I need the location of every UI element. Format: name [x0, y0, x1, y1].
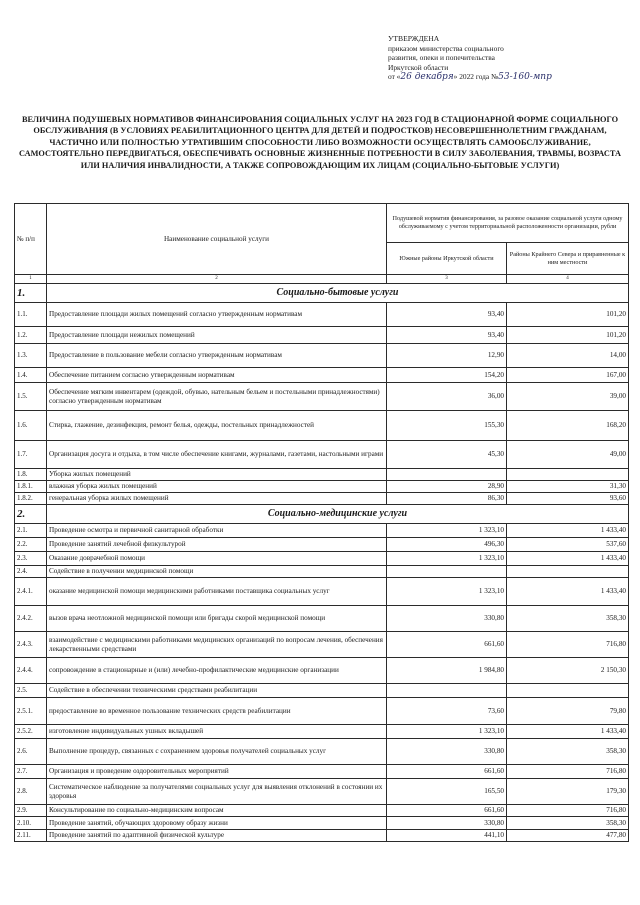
service-name: Оказание доврачебной помощи — [47, 552, 387, 566]
row-number: 2.4.2. — [15, 606, 47, 632]
value-south: 93,40 — [387, 327, 507, 344]
norms-table — [14, 203, 629, 842]
service-name: изготовление индивидуальных ушных вкладышей — [47, 725, 387, 739]
table-row — [15, 538, 629, 552]
value-south — [387, 469, 507, 481]
service-name: предоставление во временное пользование технических средств реабилитации — [47, 698, 387, 725]
table-row — [15, 327, 629, 344]
column-number: 4 — [507, 275, 629, 284]
value-south: 165,50 — [387, 779, 507, 805]
value-north: 39,00 — [507, 383, 629, 411]
section-title: Социально-бытовые услуги — [47, 284, 629, 303]
service-name: Выполнение процедур, связанных с сохранением здоровья получателей социальных услуг — [47, 739, 387, 765]
header-number: № п/п — [15, 204, 47, 275]
table-row — [15, 698, 629, 725]
row-number: 1.2. — [15, 327, 47, 344]
value-north: 168,20 — [507, 411, 629, 441]
approval-line: приказом министерства социального — [388, 43, 504, 53]
value-south — [387, 684, 507, 698]
section-number: 1. — [15, 284, 47, 303]
section-row — [15, 505, 629, 524]
column-number: 3 — [387, 275, 507, 284]
value-north: 1 433,40 — [507, 552, 629, 566]
row-number: 1.5. — [15, 383, 47, 411]
row-number: 1.7. — [15, 441, 47, 469]
value-north: 716,80 — [507, 632, 629, 658]
row-number: 2.4.3. — [15, 632, 47, 658]
table-row — [15, 441, 629, 469]
table-row — [15, 566, 629, 578]
service-name: Обеспечение мягким инвентарем (одеждой, обувью, нательным бельем и постельными принадлежностями) согласно утвержденным нормативам — [47, 383, 387, 411]
value-north: 14,00 — [507, 344, 629, 368]
value-south: 154,20 — [387, 368, 507, 383]
table-header-row — [15, 204, 629, 243]
service-name: Проведение занятий, обучающих здоровому образу жизни — [47, 817, 387, 830]
value-north: 716,80 — [507, 765, 629, 779]
row-number: 2.2. — [15, 538, 47, 552]
value-south: 73,60 — [387, 698, 507, 725]
row-number: 2.1. — [15, 524, 47, 538]
table-row — [15, 578, 629, 606]
service-name: генеральная уборка жилых помещений — [47, 493, 387, 505]
value-north: 2 150,30 — [507, 658, 629, 684]
service-name: Обеспечение питанием согласно утвержденным нормативам — [47, 368, 387, 383]
table-row — [15, 411, 629, 441]
table-row — [15, 344, 629, 368]
service-name: Проведение занятий лечебной физкультурой — [47, 538, 387, 552]
header-norm: Подушевой норматив финансирования, за разовое оказание социальной услуги одному обслуживаемому с учетом территориальной расположенности организации, рубли — [387, 204, 629, 243]
row-number: 2.3. — [15, 552, 47, 566]
value-south: 330,80 — [387, 606, 507, 632]
approval-stamp — [388, 34, 628, 83]
service-name: Содействие в обеспечении техническими средствами реабилитации — [47, 684, 387, 698]
table-row — [15, 383, 629, 411]
row-number: 1.8.2. — [15, 493, 47, 505]
value-south: 155,30 — [387, 411, 507, 441]
row-number: 2.5.2. — [15, 725, 47, 739]
value-south: 1 323,10 — [387, 552, 507, 566]
approval-line: Иркутской области — [388, 62, 449, 72]
column-number: 2 — [47, 275, 387, 284]
service-name: влажная уборка жилых помещений — [47, 481, 387, 493]
row-number: 2.9. — [15, 805, 47, 817]
value-south: 86,30 — [387, 493, 507, 505]
approval-heading: УТВЕРЖДЕНА — [388, 34, 440, 43]
row-number: 2.4. — [15, 566, 47, 578]
value-south: 661,60 — [387, 632, 507, 658]
value-north: 358,30 — [507, 606, 629, 632]
value-north: 358,30 — [507, 739, 629, 765]
row-number: 2.4.1. — [15, 578, 47, 606]
table-row — [15, 779, 629, 805]
table-row — [15, 830, 629, 842]
table-row — [15, 493, 629, 505]
row-number: 2.4.4. — [15, 658, 47, 684]
service-name: Проведение осмотра и первичной санитарной обработки — [47, 524, 387, 538]
table-row — [15, 552, 629, 566]
service-name: Организация и проведение оздоровительных мероприятий — [47, 765, 387, 779]
row-number: 1.4. — [15, 368, 47, 383]
value-north — [507, 566, 629, 578]
table-row — [15, 765, 629, 779]
value-north: 101,20 — [507, 327, 629, 344]
column-number: 1 — [15, 275, 47, 284]
value-south: 441,10 — [387, 830, 507, 842]
header-south-regions: Южные районы Иркутской области — [387, 243, 507, 275]
service-name: взаимодействие с медицинскими работниками медицинских организаций по вопросам лечения, обеспечения лекарственными средствами — [47, 632, 387, 658]
row-number: 1.1. — [15, 303, 47, 327]
row-number: 1.3. — [15, 344, 47, 368]
value-north — [507, 469, 629, 481]
service-name: Стирка, глажение, дезинфекция, ремонт белья, одежды, постельных принадлежностей — [47, 411, 387, 441]
value-north: 79,80 — [507, 698, 629, 725]
table-row — [15, 684, 629, 698]
value-south: 1 984,80 — [387, 658, 507, 684]
value-south: 661,60 — [387, 805, 507, 817]
value-north: 49,00 — [507, 441, 629, 469]
row-number: 1.8. — [15, 469, 47, 481]
row-number: 2.7. — [15, 765, 47, 779]
table-row — [15, 606, 629, 632]
row-number: 1.8.1. — [15, 481, 47, 493]
value-south: 1 323,10 — [387, 578, 507, 606]
value-south: 28,90 — [387, 481, 507, 493]
table-row — [15, 739, 629, 765]
date-suffix: » 2022 года № — [453, 72, 499, 82]
table-row — [15, 632, 629, 658]
value-south: 496,30 — [387, 538, 507, 552]
row-number: 2.10. — [15, 817, 47, 830]
service-name: Организация досуга и отдыха, в том числе обеспечение книгами, журналами, газетами, настольными играми — [47, 441, 387, 469]
row-number: 1.6. — [15, 411, 47, 441]
value-north: 537,60 — [507, 538, 629, 552]
header-north-regions: Районы Крайнего Севера и приравненные к ним местности — [507, 243, 629, 275]
value-south: 12,90 — [387, 344, 507, 368]
service-name: Систематическое наблюдение за получателями социальных услуг для выявления отклонений в состоянии их здоровья — [47, 779, 387, 805]
service-name: Предоставление площади жилых помещений согласно утвержденным нормативам — [47, 303, 387, 327]
header-service-name: Наименование социальной услуги — [47, 204, 387, 275]
value-south: 661,60 — [387, 765, 507, 779]
service-name: Содействие в получении медицинской помощи — [47, 566, 387, 578]
row-number: 2.11. — [15, 830, 47, 842]
service-name: Предоставление площади нежилых помещений — [47, 327, 387, 344]
service-name: оказание медицинской помощи медицинскими работниками поставщика социальных услуг — [47, 578, 387, 606]
table-row — [15, 469, 629, 481]
date-value: 26 декабря — [400, 72, 454, 83]
table-row — [15, 368, 629, 383]
service-name: вызов врача неотложной медицинской помощи или бригады скорой медицинской помощи — [47, 606, 387, 632]
table-row — [15, 658, 629, 684]
section-number: 2. — [15, 505, 47, 524]
service-name: Уборка жилых помещений — [47, 469, 387, 481]
table-row — [15, 725, 629, 739]
value-north: 1 433,40 — [507, 524, 629, 538]
document-title: ВЕЛИЧИНА ПОДУШЕВЫХ НОРМАТИВОВ ФИНАНСИРОВАНИЯ СОЦИАЛЬНЫХ УСЛУГ НА 2023 ГОД В СТАЦИОНАРНОЙ ФОРМЕ СОЦИАЛЬНОГО ОБСЛУЖИВАНИЯ (В УСЛОВИЯХ РЕАБИЛИТАЦИОННОГО ЦЕНТРА ДЛЯ ДЕТЕЙ И ПОДРОСТКОВ) НЕСОВЕРШЕННОЛЕТНИМ ГРАЖДАНАМ, ЧАСТИЧНО ИЛИ ПОЛНОСТЬЮ УТРАТИВШИМ СПОСОБНОСТИ ЛИБО ВОЗМОЖНОСТИ ОСУЩЕСТВЛЯТЬ САМООБСЛУЖИВАНИЕ, САМОСТОЯТЕЛЬНО ПЕРЕДВИГАТЬСЯ, ОБЕСПЕЧИВАТЬ ОСНОВНЫЕ ЖИЗНЕННЫЕ ПОТРЕБНОСТИ В СИЛУ ЗАБОЛЕВАНИЯ, ТРАВМЫ, ВОЗРАСТА ИЛИ НАЛИЧИЯ ИНВАЛИДНОСТИ, А ТАКЖЕ СОПРОВОЖДАЮЩИМ ИХ ЛИЦАМ (СОЦИАЛЬНО-БЫТОВЫЕ УСЛУГИ) — [19, 115, 621, 170]
table-row — [15, 303, 629, 327]
value-south — [387, 566, 507, 578]
value-south: 330,80 — [387, 739, 507, 765]
value-south: 1 323,10 — [387, 524, 507, 538]
value-north: 1 433,40 — [507, 578, 629, 606]
value-south: 93,40 — [387, 303, 507, 327]
service-name: сопровождение в стационарные и (или) лечебно-профилактические медицинские организации — [47, 658, 387, 684]
table-row — [15, 817, 629, 830]
value-south: 36,00 — [387, 383, 507, 411]
row-number: 2.5. — [15, 684, 47, 698]
value-north: 1 433,40 — [507, 725, 629, 739]
service-name: Проведение занятий по адаптивной физической культуре — [47, 830, 387, 842]
value-south: 1 323,10 — [387, 725, 507, 739]
value-south: 45,30 — [387, 441, 507, 469]
order-number: 53-160-мпр — [498, 72, 552, 83]
table-row — [15, 805, 629, 817]
value-north: 477,80 — [507, 830, 629, 842]
section-row — [15, 284, 629, 303]
value-north: 93,60 — [507, 493, 629, 505]
section-title: Социально-медицинские услуги — [47, 505, 629, 524]
row-number: 2.6. — [15, 739, 47, 765]
service-name: Предоставление в пользование мебели согласно утвержденным нормативам — [47, 344, 387, 368]
value-south: 330,80 — [387, 817, 507, 830]
value-north: 31,30 — [507, 481, 629, 493]
value-north: 179,30 — [507, 779, 629, 805]
row-number: 2.8. — [15, 779, 47, 805]
table-row — [15, 481, 629, 493]
approval-line: развития, опеки и попечительства — [388, 53, 495, 63]
table-row — [15, 524, 629, 538]
approval-date-line — [388, 72, 628, 83]
service-name: Консультирование по социально-медицинским вопросам — [47, 805, 387, 817]
value-north: 358,30 — [507, 817, 629, 830]
value-north: 101,20 — [507, 303, 629, 327]
value-north: 716,80 — [507, 805, 629, 817]
value-north — [507, 684, 629, 698]
value-north: 167,00 — [507, 368, 629, 383]
norms-table-body — [15, 204, 629, 842]
row-number: 2.5.1. — [15, 698, 47, 725]
column-number-row — [15, 275, 629, 284]
date-prefix: от « — [388, 72, 401, 82]
